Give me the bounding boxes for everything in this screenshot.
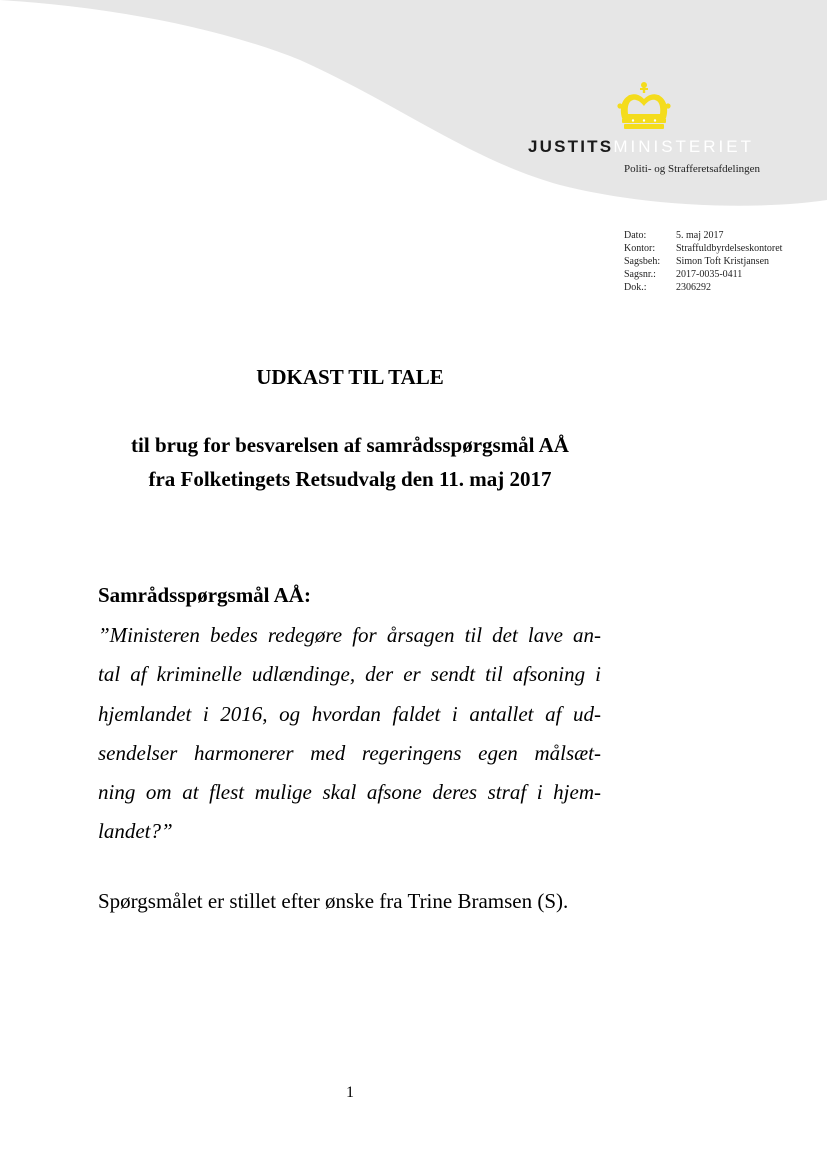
meta-value: Straffuldbyrdelseskontoret — [676, 243, 783, 254]
page-number: 1 — [346, 1084, 354, 1101]
meta-value: 5. maj 2017 — [676, 230, 724, 241]
crown-logo-icon — [616, 82, 672, 130]
meta-row-office — [624, 242, 782, 255]
question-line: ning om at flest mulige skal afsone deres straf i hjem- — [98, 780, 601, 805]
department-name: Politi- og Strafferetsafdelingen — [624, 163, 761, 175]
meta-value: 2017-0035-0411 — [676, 269, 743, 280]
header-background-curve — [0, 0, 827, 215]
document-metadata — [624, 229, 782, 294]
document-subtitle — [100, 428, 600, 496]
subtitle-line: til brug for besvarelsen af samrådsspørgsmål AÅ — [131, 433, 569, 457]
meta-row-document — [624, 281, 782, 294]
meta-label: Dok.: — [624, 282, 647, 293]
question-line: landet?” — [98, 819, 173, 844]
meta-row-caseworker — [624, 255, 782, 268]
ministry-logo-wordmark — [528, 137, 754, 157]
question-line: tal af kriminelle udlændinge, der er sendt til afsoning i — [98, 662, 601, 687]
meta-label: Kontor: — [624, 243, 656, 254]
meta-value: Simon Toft Kristjansen — [676, 256, 770, 267]
meta-row-case-number — [624, 268, 782, 281]
logo-ministeriet-text: MINISTERIET — [613, 137, 754, 156]
meta-value: 2306292 — [676, 282, 711, 293]
question-heading: Samrådsspørgsmål AÅ: — [98, 583, 311, 607]
meta-label: Sagsnr.: — [624, 269, 656, 280]
meta-label: Dato: — [624, 230, 647, 241]
question-text — [98, 616, 601, 852]
asked-by-statement: Spørgsmålet er stillet efter ønske fra Trine Bramsen (S). — [98, 889, 569, 913]
question-line: hjemlandet i 2016, og hvordan faldet i antallet af ud- — [98, 701, 601, 726]
logo-justits-text: JUSTITS — [528, 137, 614, 156]
question-line: sendelser harmonerer med regeringens egen målsæt- — [98, 740, 601, 765]
meta-row-date — [624, 229, 782, 242]
question-line: ”Ministeren bedes redegøre for årsagen til det lave an- — [98, 623, 601, 647]
subtitle-line: fra Folketingets Retsudvalg den 11. maj 2017 — [148, 467, 552, 491]
meta-label: Sagsbeh: — [624, 256, 661, 267]
document-title: UDKAST TIL TALE — [256, 365, 444, 389]
